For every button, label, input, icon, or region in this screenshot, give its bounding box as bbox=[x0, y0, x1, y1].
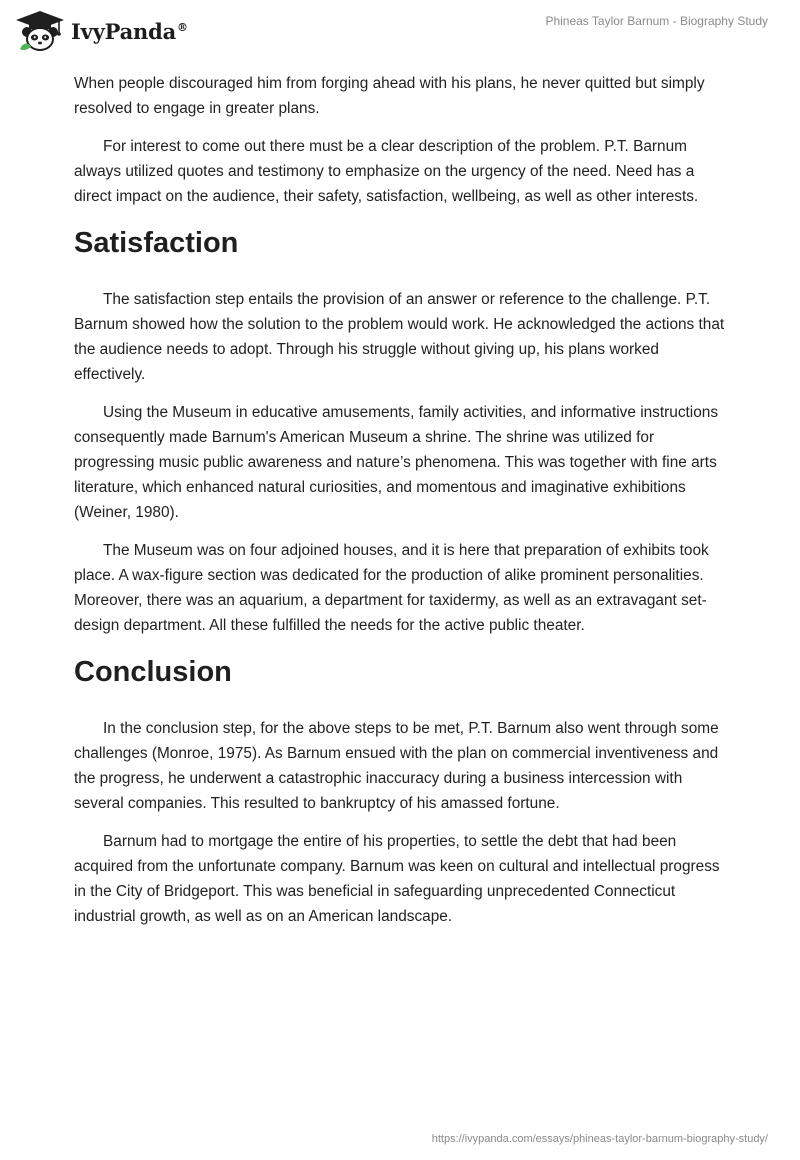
paragraph-2: For interest to come out there must be a clear description of the problem. P.T. Barnum always utilized quotes and testimony to emphasize on the urgency of the need. Need has a direct impact on the audience, their safety, satisfaction, wellbeing, as well as other interests. bbox=[74, 138, 699, 205]
source-url[interactable]: https://ivypanda.com/essays/phineas-taylor-barnum-biography-study/ bbox=[431, 1133, 768, 1145]
header bbox=[0, 0, 800, 64]
registered-mark: ® bbox=[177, 20, 188, 34]
brand-name: IvyPanda® bbox=[71, 18, 188, 44]
document-title: Phineas Taylor Barnum - Biography Study bbox=[545, 14, 768, 28]
section-heading-conclusion: Conclusion bbox=[74, 656, 232, 688]
logo[interactable] bbox=[14, 9, 188, 53]
panda-graduation-cap-icon bbox=[14, 9, 66, 53]
paragraph-4: Using the Museum in educative amusements, family activities, and informative instructions consequently made Barnum's American Museum a shrine. The shrine was utilized for progressing music public awareness and nature’s phenomena. This was together with fine arts literature, which enhanced natural curiosities, and momentous and imaginative exhibitions (Weiner, 1980). bbox=[74, 404, 719, 521]
paragraph-7: Barnum had to mortgage the entire of his properties, to settle the debt that had been acquired from the unfortunate company. Barnum was keen on cultural and intellectual progress in the City of Bridgeport. This was beneficial in safeguarding unprecedented Connecticut industrial growth, as well as on an American landscape. bbox=[74, 833, 720, 925]
section-heading-satisfaction: Satisfaction bbox=[74, 227, 239, 259]
paragraph-3: The satisfaction step entails the provision of an answer or reference to the challenge. P.T. Barnum showed how the solution to the problem would work. He acknowledged the actions that the audience needs to adopt. Through his struggle without giving up, his plans worked effectively. bbox=[74, 291, 725, 383]
paragraph-5: The Museum was on four adjoined houses, and it is here that preparation of exhibits took place. A wax-figure section was dedicated for the production of alike prominent personalities. Moreover, there was an aquarium, a department for taxidermy, as well as an extravagant set-design department. All these fulfilled the needs for the active public theater. bbox=[74, 542, 709, 634]
paragraph-1: When people discouraged him from forging ahead with his plans, he never quitted but simply resolved to engage in greater plans. bbox=[74, 75, 705, 117]
essay-content bbox=[74, 71, 734, 942]
paragraph-6: In the conclusion step, for the above steps to be met, P.T. Barnum also went through some challenges (Monroe, 1975). As Barnum ensued with the plan on commercial inventiveness and the progress, he underwent a catastrophic inaccuracy during a business intercession with several companies. This resulted to bankruptcy of his amassed fortune. bbox=[74, 720, 719, 812]
